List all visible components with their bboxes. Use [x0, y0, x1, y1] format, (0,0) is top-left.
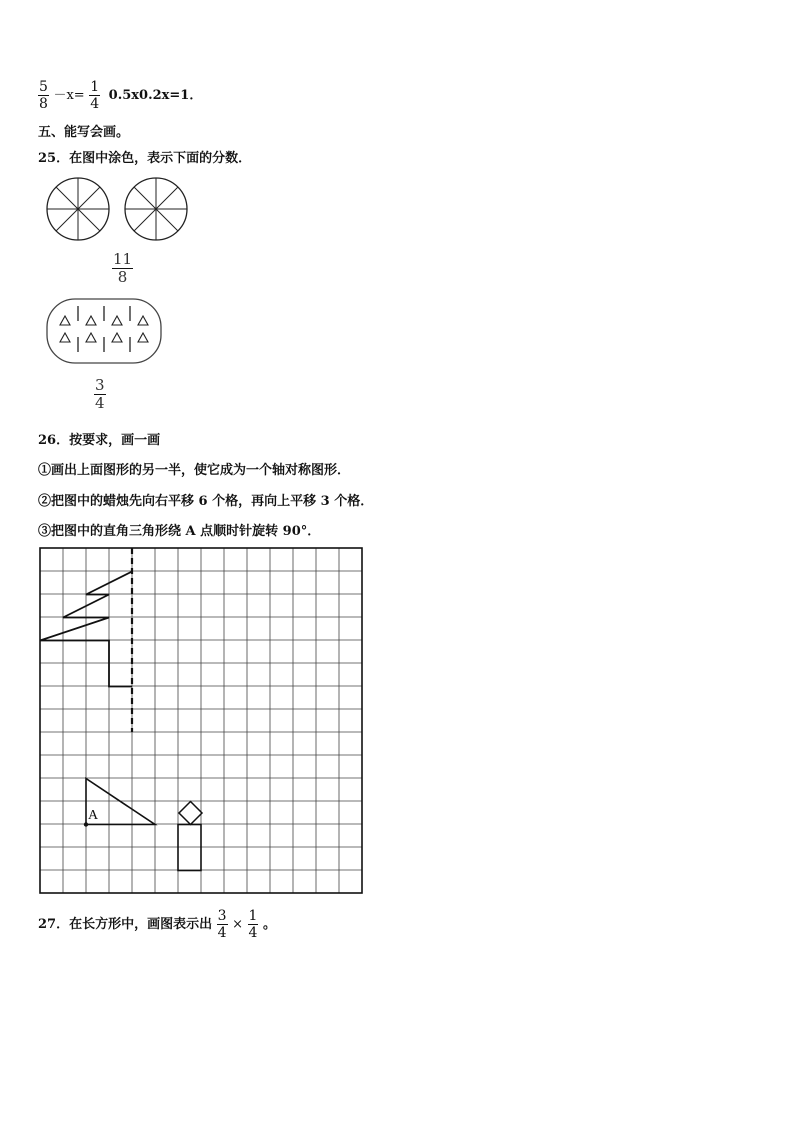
equation-tail: 0.5x0.2x=1． [108, 88, 203, 103]
fraction-5-8 [38, 80, 49, 111]
question-26-text: 26．按要求，画一画 [38, 433, 161, 448]
question-26-step-2: ②把图中的蜡烛先向右平移 6 个格，再向上平移 3 个格． [38, 494, 374, 509]
candle-body[interactable] [178, 825, 201, 871]
question-26-step-3: ③把图中的直角三角形绕 A 点顺时针旋转 90°． [38, 524, 321, 539]
multiply-sign: × [232, 917, 243, 932]
equation-middle: －x= [53, 88, 85, 103]
capsule-dividers [78, 306, 130, 352]
fraction-11-8 [112, 252, 133, 285]
candle-flame[interactable] [179, 802, 202, 825]
question-27-prefix: 27．在长方形中，画图表示出 [38, 917, 213, 932]
point-a-label: A [88, 808, 99, 823]
fraction-denominator: 8 [39, 96, 48, 112]
fraction-numerator: 1 [90, 79, 100, 95]
fraction-numerator: 3 [95, 376, 105, 394]
fraction-denominator: 4 [95, 394, 105, 412]
fraction-numerator: 3 [217, 908, 227, 924]
fraction-denominator: 8 [117, 268, 128, 286]
pie-circle-left[interactable] [47, 178, 109, 240]
fraction-numerator: 1 [248, 908, 258, 924]
pie-circle-right[interactable] [125, 178, 187, 240]
fraction-numerator: 5 [39, 79, 48, 95]
drawing-grid[interactable] [38, 546, 366, 896]
fraction-numerator: 11 [113, 250, 133, 268]
fraction-denominator: 4 [90, 96, 100, 112]
pie-circles-figure [40, 172, 210, 248]
fraction-denominator: 4 [217, 925, 227, 941]
fraction-3-4-b [217, 909, 228, 940]
fraction-3-4 [94, 378, 106, 411]
section-title: 五、能写会画。 [38, 125, 130, 140]
question-26-step-1: ①画出上面图形的另一半，使它成为一个轴对称图形． [38, 463, 351, 478]
triangles-capsule-figure [44, 296, 164, 366]
question-25-text: 25．在图中涂色，表示下面的分数． [38, 151, 252, 166]
equation-line [38, 80, 202, 111]
question-27-suffix: 。 [262, 917, 276, 932]
question-27-text [38, 909, 276, 940]
fraction-1-4 [89, 80, 100, 111]
fraction-1-4-b [248, 909, 259, 940]
fraction-denominator: 4 [248, 925, 258, 941]
